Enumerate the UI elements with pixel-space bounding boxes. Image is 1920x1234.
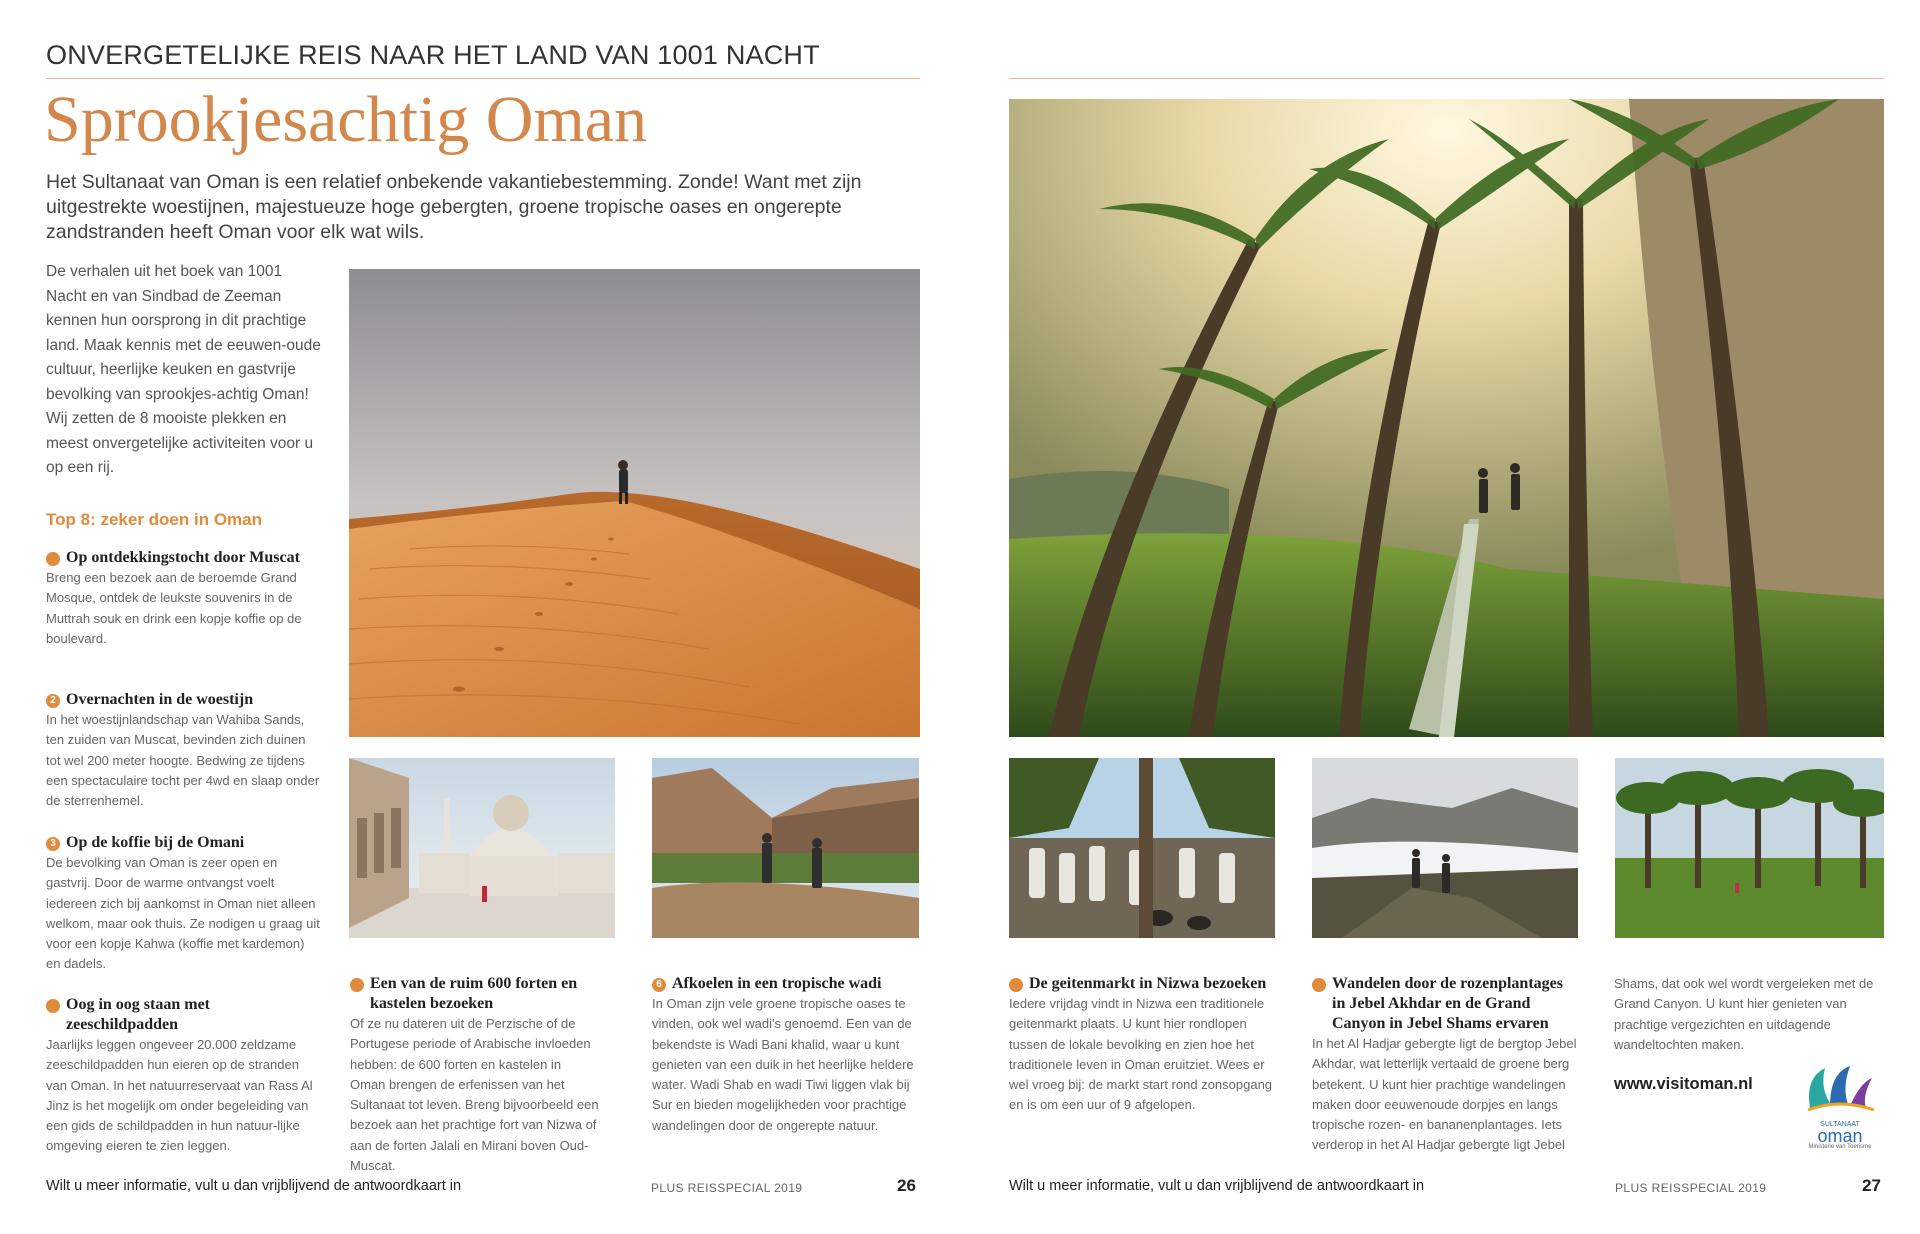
number-badge: 6 [652, 978, 666, 992]
list-item-4 [40, 995, 320, 1157]
number-badge: 1 [46, 552, 60, 566]
footer-cta-left: Wilt u meer informatie, vult u dan vrijblijvend de antwoordkaart in [46, 1178, 462, 1194]
item-3-heading: 3 Op de koffie bij de Omani [46, 833, 320, 853]
body-paragraph: De verhalen uit het boek van 1001 Nacht en van Sindbad de Zeeman kennen hun oorsprong in dit prachtige land. Maak kennis met de eeuwen-oude cultuur, heerlijke keuken en gastvrije bevolking van sprookjes-achtig Oman! Wij zetten de 8 mooiste plekken en meest onvergetelijke activiteiten voor u op een rij. [46, 263, 321, 476]
item-1-heading: 1 Op ontdekkingstocht door Muscat [40, 549, 300, 566]
item-2-heading: 2 Overnachten in de woestijn [46, 690, 320, 710]
list-item-3 [46, 833, 320, 975]
item-3-text: De bevolking van Oman is zeer open en gastvrij. Door de warme ontvangst voelt iedereen zich bij aankomst in Oman niet alleen welkom, maar ook thuis. Ze nodigen u graag uit voor een kopje Kahwa (koffie met kardemon) en dadels. [46, 855, 320, 972]
top8-heading: Top 8: zeker doen in Oman [46, 510, 262, 529]
intro-paragraph: Het Sultanaat van Oman is een relatief onbekende vakantiebestemming. Zonde! Want met zijn uitgestrekte woestijnen, majestueuze hoge gebergten, groene tropische oases en ongerepte zandstranden heeft Oman voor elk wat wils. [46, 171, 862, 243]
item-4-heading: 4 Oog in oog staan met zeeschildpadden [40, 996, 210, 1033]
oman-logo [1800, 1058, 1880, 1148]
footer-publication-left: PLUS REISSPECIAL 2019 [651, 1181, 803, 1195]
item-6-text: In Oman zijn vele groene tropische oases te vinden, ook wel wadi's genoemd. Een van de bekendste is Wadi Bani khalid, waar u kunt genieten van een duik in het heerlijke heldere water. Wadi Shab en wadi Tiwi liggen vlak bij Sur en bieden mogelijkheden voor prachtige wandelingen door de ongerepte natuur. [652, 996, 914, 1133]
grand-mosque-photo [349, 758, 615, 938]
footer-cta-right: Wilt u meer informatie, vult u dan vrijblijvend de antwoordkaart in [1009, 1178, 1425, 1194]
number-badge: 5 [350, 978, 364, 992]
page-number-left: 26 [897, 1176, 916, 1195]
page-title: Sprookjesachtig Oman [44, 83, 648, 156]
jebel-akhdar-photo [1312, 758, 1578, 938]
item-2-text: In het woestijnlandschap van Wahiba Sands, ten zuiden van Muscat, bevinden zich duinen tot wel 200 meter hoogte. Bedwing ze tijdens een spectaculaire tocht per 4wd en slaap onder de sterrenhemel. [46, 712, 320, 809]
list-item-8 [1306, 974, 1580, 1156]
list-item-1 [40, 548, 320, 649]
logo-small-text: SULTANAAT [1820, 1121, 1860, 1128]
item-8-text: In het Al Hadjar gebergte ligt de bergtop Jebel Akhdar, wat letterlijk vertaald de groene berg betekent. U kunt hier prachtige wandelingen maken door eeuwenoude dorpjes en langs tropische rozen- en bananenplantages. Iets verderop in het Al Hadjar gebergte ligt Jebel [1312, 1036, 1577, 1153]
number-badge: 2 [46, 694, 60, 708]
number-badge: 3 [46, 837, 60, 851]
continuation-text: Shams, dat ook wel wordt vergeleken met de Grand Canyon. U kunt hier genieten van prachtige vergezichten en uitdagende wandeltochten maken. [1614, 976, 1874, 1052]
kicker: ONVERGETELIJKE REIS NAAR HET LAND VAN 1001 NACHT [46, 40, 820, 70]
item-1-text: Breng een bezoek aan de beroemde Grand Mosque, ontdek de leukste souvenirs in de Muttrah souk en drink een kopje koffie op de boulevard. [46, 570, 302, 646]
item-5-text: Of ze nu dateren uit de Perzische of de Portugese periode of Arabische invloeden hebben: de 600 forten en kastelen in Oman brengen de erfenissen van het Sultanaat tot leven. Breng bijvoorbeeld een bezoek aan het prachtige fort van Nizwa of aan de forten Jalali en Mirani boven Oud-Muscat. [350, 1016, 599, 1174]
wadi-hikers-photo [652, 758, 919, 938]
item-8-heading: 8 Wandelen door de rozenplantages in Jebel Akhdar en de Grand Canyon in Jebel Shams ervaren [1306, 975, 1563, 1032]
page-number-right: 27 [1862, 1176, 1881, 1195]
item-7-heading: 7 De geitenmarkt in Nizwa bezoeken [1003, 975, 1267, 992]
goat-market-photo [1009, 758, 1275, 938]
item-6-heading: 6 Afkoelen in een tropische wadi [652, 974, 918, 994]
palm-grove-photo [1615, 758, 1884, 938]
desert-dune-photo [349, 269, 920, 737]
palm-oasis-photo [1009, 99, 1884, 737]
number-badge: 8 [1312, 978, 1326, 992]
item-5-heading: 5 Een van de ruim 600 forten en kastelen bezoeken [344, 975, 578, 1012]
footer-publication-right: PLUS REISSPECIAL 2019 [1615, 1181, 1767, 1195]
number-badge: 7 [1009, 978, 1023, 992]
header-rule-left [46, 78, 920, 79]
number-badge: 4 [46, 999, 60, 1013]
header-rule-right [1009, 78, 1884, 79]
list-item-2 [46, 690, 320, 811]
list-item-7 [1003, 974, 1275, 1116]
logo-subtext: Ministerie van Toerisme [1808, 1144, 1872, 1150]
item-4-text: Jaarlijks leggen ongeveer 20.000 zeldzame zeeschildpadden hun eieren op de stranden van Oman. In het natuurreservaat van Rass Al Jinz is het mogelijk om onder begeleiding van een gids de schildpadden in hun natuur-lijke omgeving eieren te zien leggen. [46, 1037, 313, 1154]
logo-word: oman [1817, 1126, 1863, 1146]
item-7-text: Iedere vrijdag vindt in Nizwa een traditionele geitenmarkt plaats. U kunt hier rondlopen tussen de lokale bevolking en zien hoe het traditionele leven in Oman eruitziet. Wees er wel vroeg bij: de markt start rond zonsopgang en is om een uur of 9 afgelopen. [1009, 996, 1273, 1113]
list-item-6 [652, 974, 918, 1136]
list-item-5 [344, 974, 600, 1176]
website-link[interactable]: www.visitoman.nl [1614, 1075, 1753, 1093]
